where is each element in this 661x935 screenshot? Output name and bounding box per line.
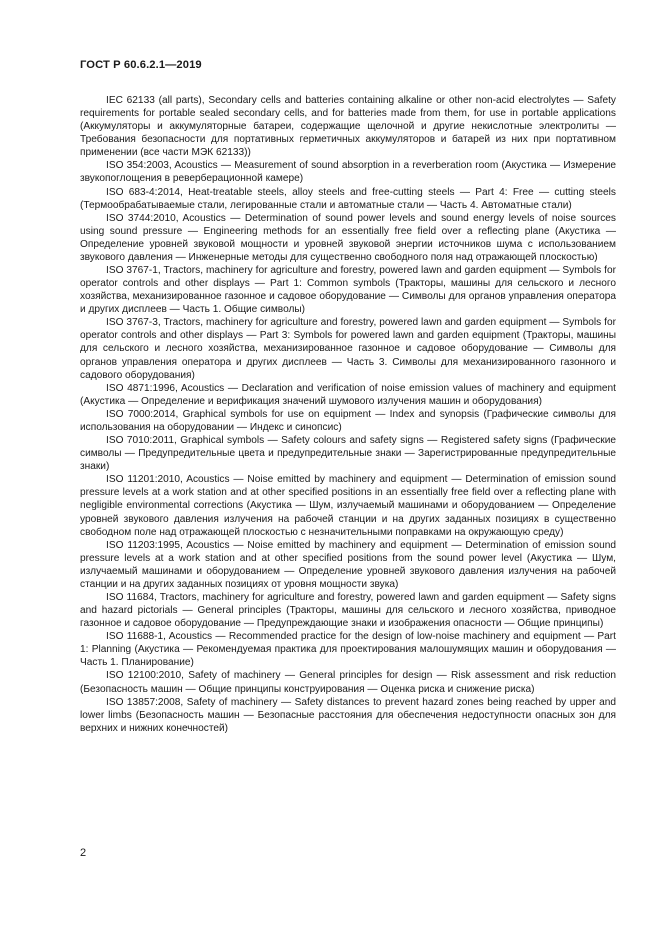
reference-iso-13857: ISO 13857:2008, Safety of machinery — Safety distances to prevent hazard zones being reached by upper and lower limbs (Безопасность машин — Безопасные расстояния для обеспечения недоступности опасных зон для верхних и нижних конечностей) [80, 696, 616, 734]
normative-references-list [80, 94, 616, 735]
reference-iso-683-4: ISO 683-4:2014, Heat-treatable steels, alloy steels and free-cutting steels — Part 4: Free — cutting steels (Термообрабатываемые стали, легированные стали и автоматные стали — Часть 4. Автоматные стали) [80, 186, 616, 211]
reference-iso-11203: ISO 11203:1995, Acoustics — Noise emitted by machinery and equipment — Determination of emission sound pressure levels at a work station and at other specified positions from the sound power level (Акустика — Шум, излучаемый машинами и оборудованием — Определение уровней звукового давления излучения на рабочей станции и на других заданных позициях от уровня мощности звука) [80, 539, 616, 590]
reference-iso-3744: ISO 3744:2010, Acoustics — Determination of sound power levels and sound energy levels of noise sources using sound pressure — Engineering methods for an essentially free field over a reflecting plane (Акустика — Определение уровней звуковой мощности и уровней звуковой энергии источников шума с использованием звукового давления — Инженерные методы для существенно свободного поля над отражающей плоскостью) [80, 212, 616, 263]
reference-iso-11201: ISO 11201:2010, Acoustics — Noise emitted by machinery and equipment — Determination of emission sound pressure levels at a work station and at other specified positions in an essentially free field over a reflecting plane with negligible environmental corrections (Акустика — Шум, излучаемый машинами и оборудованием — Определение уровней звукового давления излучения на рабочей станции и на других заданных позициях в существенно свободном поле над отражающей плоскостью с незначительными поправками на окружающую среду) [80, 474, 616, 538]
page-number: 2 [80, 847, 87, 859]
reference-iso-3767-1: ISO 3767-1, Tractors, machinery for agriculture and forestry, powered lawn and garden equipment — Symbols for operator controls and other displays — Part 1: Common symbols (Тракторы, машины для сельского и лесного хозяйства, механизированное газонное и садовое оборудование — Символы для органов управления оператора и других дисплеев — Часть 1. Общие символы) [80, 265, 616, 316]
reference-iec-62133: IEC 62133 (all parts), Secondary cells and batteries containing alkaline or other non-acid electrolytes — Safety requirements for portable sealed secondary cells, and for batteries made from them, for use in portable applications (Аккумуляторы и аккумуляторные батареи, содержащие щелочной и другие некислотные электролиты — Требования безопасности для портативных герметичных аккумуляторов и батарей из них при портативном применении (все части МЭК 62133)) [80, 95, 616, 159]
reference-iso-7000: ISO 7000:2014, Graphical symbols for use on equipment — Index and synopsis (Графические символы для использования на оборудовании — Индекс и синопсис) [80, 408, 616, 433]
reference-iso-11688-1: ISO 11688-1, Acoustics — Recommended practice for the design of low-noise machinery and equipment — Part 1: Planning (Акустика — Рекомендуемая практика для проектирования малошумящих машин и оборудования — Часть 1. Планирование) [80, 631, 616, 669]
reference-iso-354: ISO 354:2003, Acoustics — Measurement of sound absorption in a reverberation room (Акустика — Измерение звукопоглощения в реверберационной камере) [80, 160, 616, 185]
reference-iso-4871: ISO 4871:1996, Acoustics — Declaration and verification of noise emission values of machinery and equipment (Акустика — Определение и верификация значений шумового излучения машин и оборудования) [80, 382, 616, 407]
reference-iso-11684: ISO 11684, Tractors, machinery for agriculture and forestry, powered lawn and garden equipment — Safety signs and hazard pictorials — General principles (Тракторы, машины для сельского и лесного хозяйства, приводное газонное и садовое оборудование — Предупреждающие знаки и изображения опасности — Общие принципы) [80, 591, 616, 630]
reference-iso-7010: ISO 7010:2011, Graphical symbols — Safety colours and safety signs — Registered safety signs (Графические символы — Предупредительные цвета и предупредительные знаки — Зарегистрированные предупредительные знаки) [80, 435, 616, 473]
document-header: ГОСТ Р 60.6.2.1—2019 [80, 59, 202, 71]
reference-iso-12100: ISO 12100:2010, Safety of machinery — General principles for design — Risk assessment and risk reduction (Безопасность машин — Общие принципы конструирования — Оценка риска и снижение риска) [80, 670, 616, 695]
reference-iso-3767-3: ISO 3767-3, Tractors, machinery for agriculture and forestry, powered lawn and garden equipment — Symbols for operator controls and other displays — Part 3: Symbols for powered lawn and garden equipment (Тракторы, машины для сельского и лесного хозяйства, механизированное газонное и садовое оборудование — Символы для органов управления оператора и других дисплеев — Часть 3. Символы для механизированного газонного и садового оборудования) [80, 317, 616, 381]
